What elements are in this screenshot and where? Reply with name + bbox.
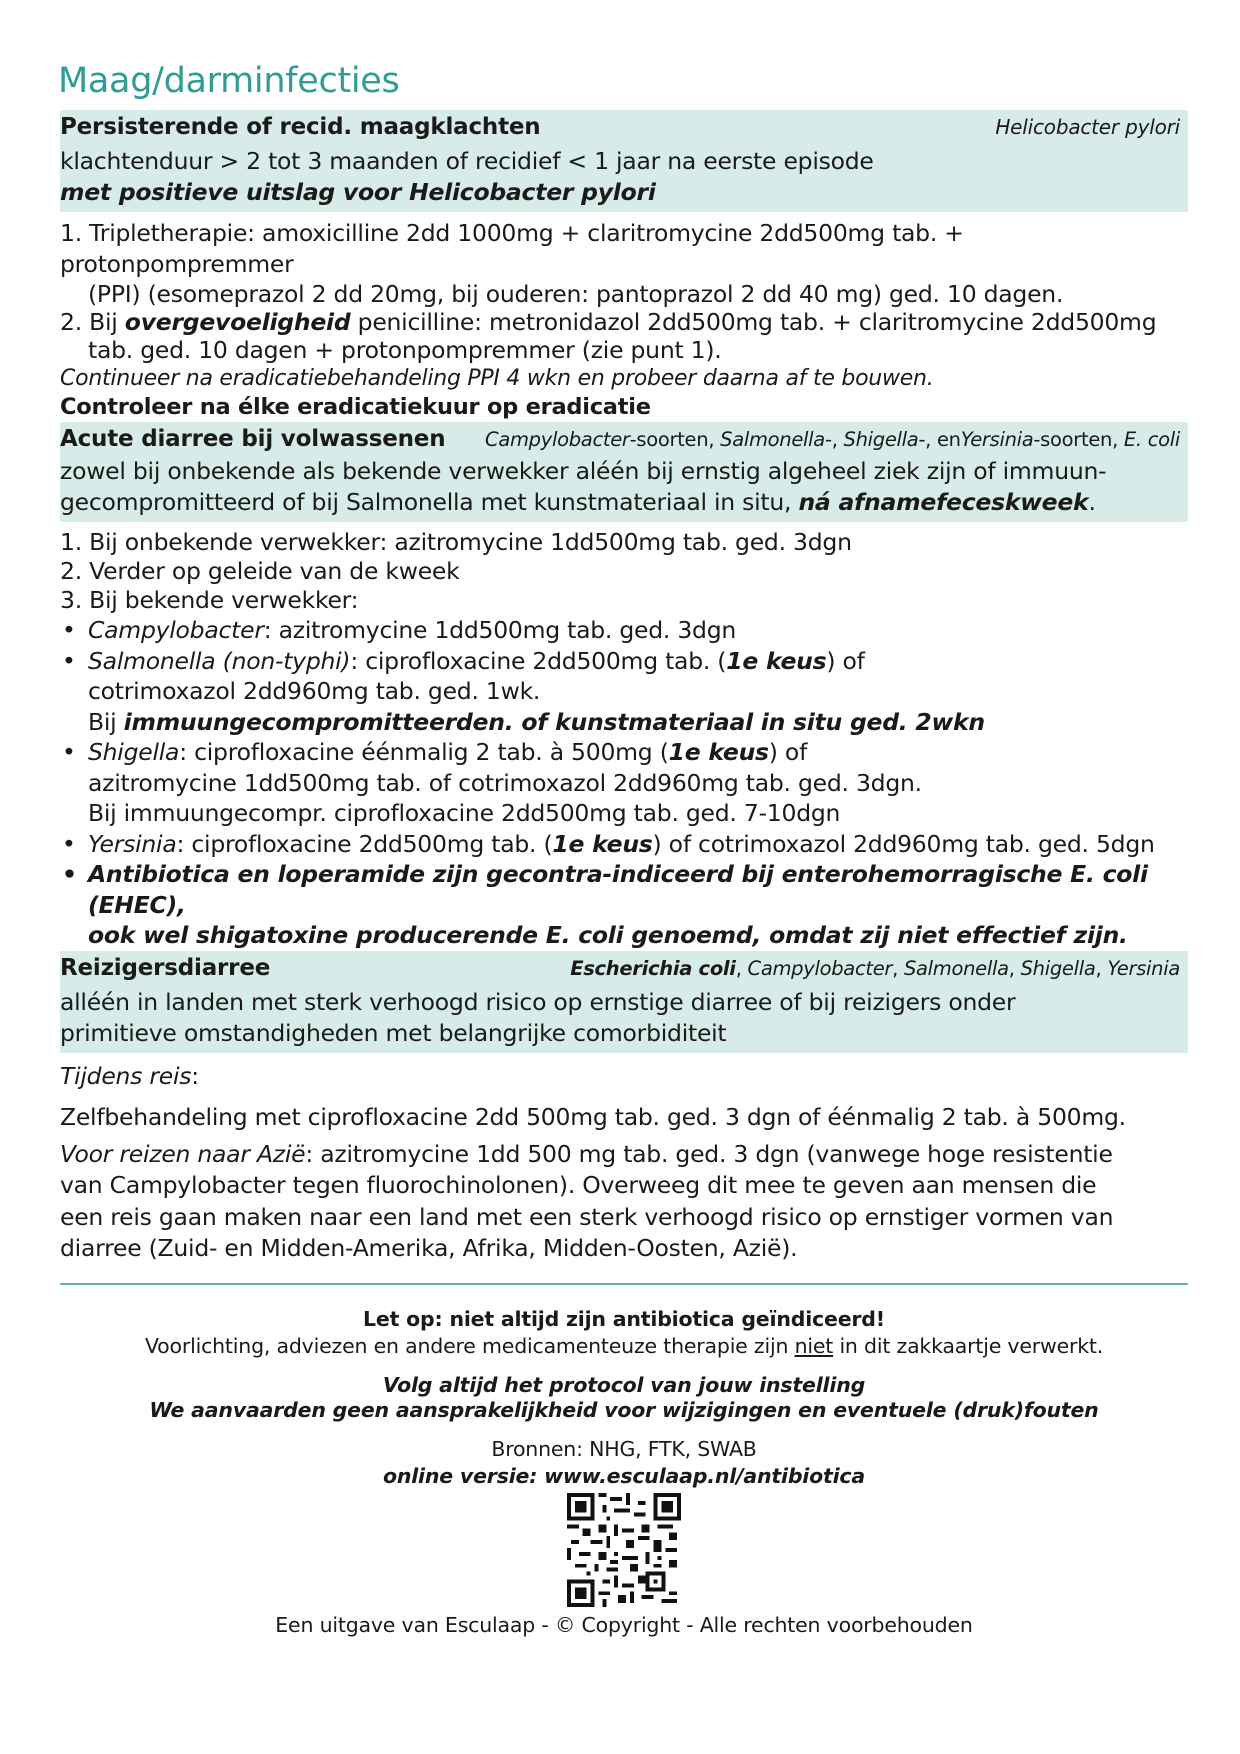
therapy-line: protonpompremmer xyxy=(60,250,294,278)
therapy-line: 2. Bij overgevoeligheid penicilline: metronidazol 2dd500mg tab. + claritromycine 2dd500mg xyxy=(60,308,1157,336)
footer xyxy=(60,1307,1188,1638)
section-description: alléén in landen met sterk verhoogd risico op ernstige diarree of bij reizigers onder xyxy=(60,987,1016,1016)
therapy-line: tab. ged. 10 dagen + protonpompremmer (zie punt 1). xyxy=(88,336,722,364)
section-maagklachten-body xyxy=(60,218,1188,422)
section-heading: Reizigersdiarree xyxy=(60,954,271,981)
section-description: gecompromitteerd of bij Salmonella met kunstmateriaal in situ, ná afnamefeceskweek. xyxy=(60,488,1096,516)
qr-code-icon xyxy=(567,1493,681,1607)
subheading: Tijdens reis: xyxy=(60,1061,199,1090)
section-acute-diarree-body xyxy=(60,528,1188,951)
footer-publisher: Een uitgave van Esculaap - © Copyright - Alle rechten voorbehouden xyxy=(275,1612,973,1637)
bullet-list xyxy=(60,615,1188,951)
paragraph: Voor reizen naar Azië: azitromycine 1dd 500 mg tab. ged. 3 dgn (vanwege hoge resistentie van Campylobacter tegen fluorochinolonen). Overweeg dit mee te geven aan mensen die een reis gaan maken naar een land met een sterk verhoogd risico op ernstiger vormen van diarree (Zuid- en Midden-Amerika, Afrika, Midden-Oosten, Azië). xyxy=(60,1139,1114,1262)
note-bold: Controleer na élke eradicatiekuur op eradicatie xyxy=(60,394,651,420)
list-item: 3. Bij bekende verwekker: xyxy=(60,586,359,614)
section-heading: Persisterende of recid. maagklachten xyxy=(60,114,541,140)
divider xyxy=(60,1283,1188,1285)
section-heading: Acute diarree bij volwassenen xyxy=(60,426,446,452)
section-description-emphasis: met positieve uitslag voor Helicobacter pylori xyxy=(60,178,656,206)
section-head xyxy=(60,112,1180,142)
section-reizigersdiarree-header xyxy=(60,951,1188,1053)
footer-sources: Bronnen: NHG, FTK, SWAB xyxy=(491,1436,757,1461)
footer-online-link[interactable]: online versie: www.esculaap.nl/antibiotica xyxy=(382,1463,866,1488)
list-item: • Campylobacter: azitromycine 1dd500mg tab. ged. 3dgn xyxy=(60,615,1188,646)
section-head xyxy=(60,953,1180,983)
footer-liability: We aanvaarden geen aansprakelijkheid voor wijzigingen en eventuele (druk)fouten xyxy=(149,1397,1099,1422)
list-item: • Antibiotica en loperamide zijn gecontra-indiceerd bij enterohemorragische E. coli (EHEC), ook wel shigatoxine producerende E. coli genoemd, omdat zij niet effectief zijn. xyxy=(60,859,1188,951)
list-item: • Yersinia: ciprofloxacine 2dd500mg tab. (1e keus) of cotrimoxazol 2dd960mg tab. ged. 5dgn xyxy=(60,829,1188,860)
footer-info: Voorlichting, adviezen en andere medicamenteuze therapie zijn niet in dit zakkaartje verwerkt. xyxy=(144,1333,1104,1358)
section-reizigersdiarree-body xyxy=(60,1061,1188,1265)
section-description: klachtenduur > 2 tot 3 maanden of recidief < 1 jaar na eerste episode xyxy=(60,147,874,175)
section-description: zowel bij onbekende als bekende verwekker aléén bij ernstig algeheel ziek zijn of immuun- xyxy=(60,457,1107,485)
therapy-line: (PPI) (esomeprazol 2 dd 20mg, bij ouderen: pantoprazol 2 dd 40 mg) ged. 10 dagen. xyxy=(88,280,1064,308)
organism-label: Helicobacter pylori xyxy=(995,115,1180,139)
list-item: 1. Bij onbekende verwekker: azitromycine 1dd500mg tab. ged. 3dgn xyxy=(60,528,852,556)
list-item: • Salmonella (non-typhi): ciprofloxacine 2dd500mg tab. (1e keus) of cotrimoxazol 2dd960mg tab. ged. 1wk. Bij immuungecompromitteerden. of kunstmateriaal in situ ged. 2wkn xyxy=(60,646,1188,738)
footer-warning: Let op: niet altijd zijn antibiotica geïndiceerd! xyxy=(363,1306,885,1331)
list-item: 2. Verder op geleide van de kweek xyxy=(60,557,460,585)
paragraph: Zelfbehandeling met ciprofloxacine 2dd 500mg tab. ged. 3 dgn of éénmalig 2 tab. à 500mg. xyxy=(60,1102,1126,1131)
therapy-line: 1. Tripletherapie: amoxicilline 2dd 1000mg + claritromycine 2dd500mg tab. + xyxy=(60,219,964,247)
list-item: • Shigella: ciprofloxacine éénmalig 2 tab. à 500mg (1e keus) of azitromycine 1dd500mg tab. of cotrimoxazol 2dd960mg tab. ged. 3dgn. Bij immuungecompr. ciprofloxacine 2dd500mg tab. ged. 7-10dgn xyxy=(60,737,1188,829)
page-title: Maag/darminfecties xyxy=(58,61,400,101)
organism-label: Campylobacter-soorten, Salmonella-, Shigella-, enYersinia-soorten, E. coli xyxy=(485,428,1180,451)
section-head xyxy=(60,424,1180,454)
section-description: primitieve omstandigheden met belangrijke comorbiditeit xyxy=(60,1018,727,1047)
section-maagklachten-header xyxy=(60,110,1188,212)
page xyxy=(60,58,1188,1638)
organism-label: Escherichia coli, Campylobacter, Salmonella, Shigella, Yersinia xyxy=(570,956,1180,980)
footer-protocol: Volg altijd het protocol van jouw instelling xyxy=(382,1372,866,1397)
note-italic: Continueer na eradicatiebehandeling PPI 4 wkn en probeer daarna af te bouwen. xyxy=(60,366,934,391)
section-acute-diarree-header xyxy=(60,422,1188,522)
